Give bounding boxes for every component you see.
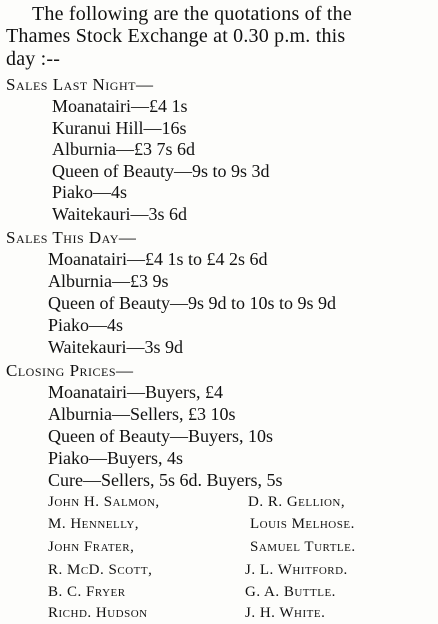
intro-line-3: day :-- [6,48,61,70]
signatory: Samuel Turtle. [250,539,356,555]
list-item: Waitekauri—3s 9d [48,337,184,357]
list-item: Alburnia—Sellers, £3 10s [48,404,236,424]
signatory: Louis Melhose. [250,516,355,532]
list-item: Alburnia—£3 9s [48,271,169,291]
list-item: Kuranui Hill—16s [52,118,187,138]
section-heading-closing-prices: Closing Prices— [6,361,134,380]
signatory: G. A. Buttle. [245,584,336,600]
signatory: John Frater, [48,539,135,555]
list-item: Waitekauri—3s 6d [52,204,188,224]
signatory: D. R. Gellion, [248,494,346,510]
signatory: J. L. Whitford. [245,562,348,578]
signatory: J. H. White. [245,605,326,621]
signatory: R. McD. Scott, [48,562,153,578]
list-item: Piako—4s [52,182,128,202]
list-item: Moanatairi—£4 1s [52,96,188,116]
list-item: Piako—Buyers, 4s [48,448,183,468]
list-item: Alburnia—£3 7s 6d [52,139,195,159]
list-item: Piako—4s [48,315,124,335]
signatory: M. Hennelly, [48,516,140,532]
list-item: Queen of Beauty—Buyers, 10s [48,426,273,446]
list-item: Cure—Sellers, 5s 6d. Buyers, 5s [48,470,283,490]
signatory: B. C. Fryer [48,584,126,600]
list-item: Moanatairi—Buyers, £4 [48,382,223,402]
list-item: Moanatairi—£4 1s to £4 2s 6d [48,249,268,269]
section-heading-sales-last-night: Sales Last Night— [6,75,154,94]
intro-line-2: Thames Stock Exchange at 0.30 p.m. this [6,25,346,47]
list-item: Queen of Beauty—9s to 9s 3d [52,161,270,181]
section-heading-sales-this-day: Sales This Day— [6,228,137,247]
signatory: Richd. Hudson [48,605,148,621]
intro-line-1: The following are the quotations of the [32,3,352,25]
list-item: Queen of Beauty—9s 9d to 10s to 9s 9d [48,293,336,313]
signatory: John H. Salmon, [48,494,160,510]
